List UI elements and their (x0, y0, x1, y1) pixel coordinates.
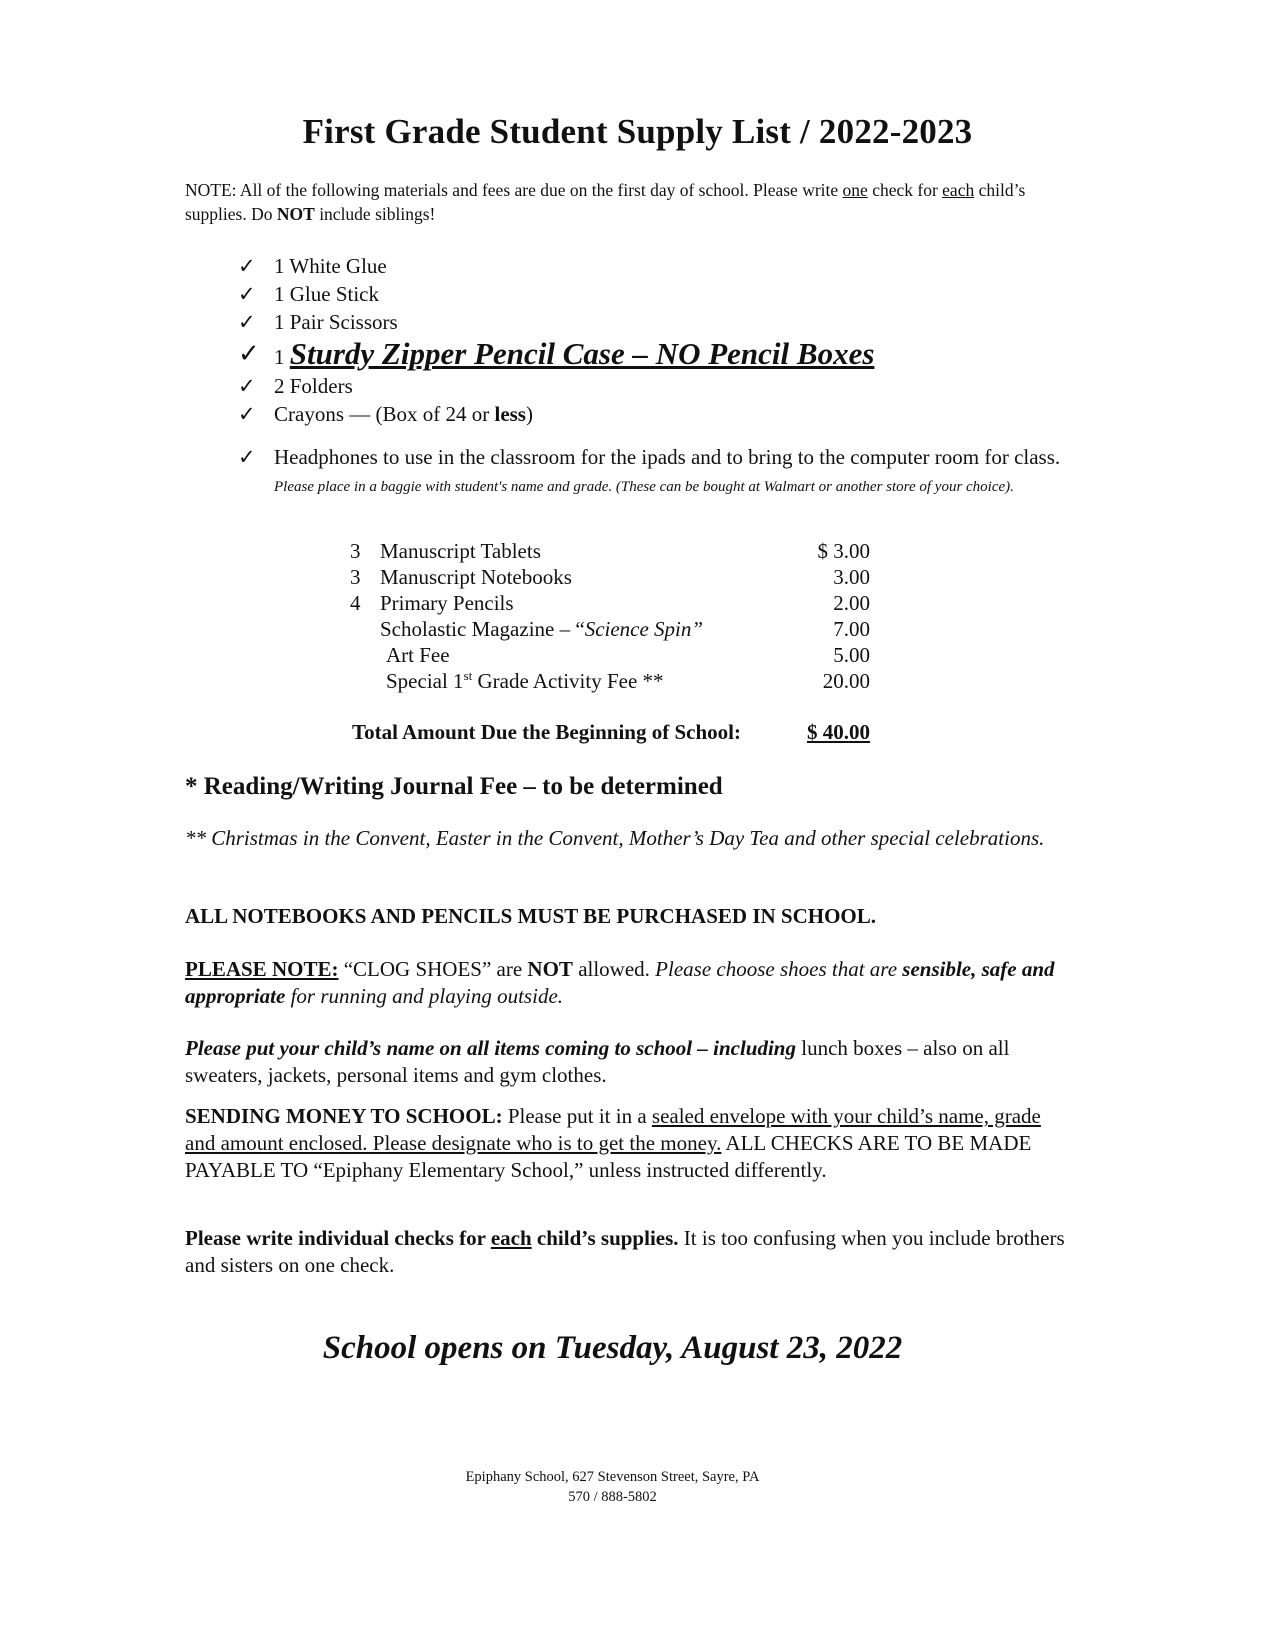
reading-fee: * Reading/Writing Journal Fee – to be determined (185, 773, 723, 800)
headphones-note: Please place in a baggie with student's name and grade. (These can be bought at Walmart or another store of your choice). (274, 479, 1014, 495)
shoes-text-f: for running and playing outside. (285, 984, 564, 1008)
note-text-e: child’s supplies. Do (185, 180, 1026, 224)
headphones-text (274, 444, 1064, 498)
checkmark-icon: ✓ (238, 282, 256, 306)
checkmark-icon: ✓ (238, 402, 256, 426)
headphones-main: Headphones to use in the classroom for the ipads and to bring to the computer room for class. (274, 445, 1061, 469)
pencil-case-qty: 1 (274, 345, 285, 369)
shoes-note (185, 956, 1065, 1010)
fee-name: Primary Pencils (380, 591, 514, 615)
names-note (185, 1035, 1065, 1089)
money-text-b: sealed envelope with your child’s name, grade and amount enclosed. Please designate who is to get the money. (185, 1104, 1041, 1155)
note-text-g: include siblings! (314, 204, 436, 224)
money-label: SENDING MONEY TO SCHOOL: (185, 1104, 503, 1128)
checks-text-a: Please write individual checks for (185, 1226, 491, 1250)
fees-table (350, 538, 870, 694)
fee-name: Manuscript Tablets (380, 539, 541, 563)
fee-amount: 2.00 (833, 591, 870, 615)
shoes-text-e: sensible, safe and appropriate (185, 957, 1055, 1008)
fee-amount: 3.00 (833, 565, 870, 589)
checks-text-c: child’s supplies. (531, 1226, 679, 1250)
checkmark-icon: ✓ (238, 445, 256, 469)
note-each: each (942, 180, 975, 200)
supply-item-pencil-case (274, 336, 874, 375)
money-note (185, 1103, 1065, 1184)
total-label: Total Amount Due the Beginning of School: (352, 720, 741, 744)
money-text-a: Please put it in a (502, 1104, 652, 1128)
celebrations-note: ** Christmas in the Convent, Easter in the Convent, Mother’s Day Tea and other special celebrations. (185, 826, 1045, 850)
magazine-name: Scholastic Magazine – “ (380, 617, 585, 641)
shoes-not: NOT (527, 957, 573, 981)
table-row (350, 564, 870, 590)
total-amount: $ 40.00 (807, 720, 870, 744)
shoes-text-a: “CLOG SHOES” are (338, 957, 528, 981)
table-row (350, 590, 870, 616)
total-row (352, 720, 870, 745)
checks-note (185, 1225, 1065, 1279)
note-text-a: NOTE: All of the following materials and fees are due on the first day of school. Please write (185, 180, 843, 200)
fee-qty: 4 (350, 591, 361, 615)
shoes-label: PLEASE NOTE: (185, 957, 339, 981)
crayons-close: ) (525, 402, 533, 426)
table-row (350, 642, 870, 668)
magazine-title: Science Spin” (584, 617, 704, 641)
shoes-text-c: allowed. (572, 957, 656, 981)
footer (0, 1467, 1225, 1507)
pencil-case-label: Sturdy Zipper Pencil Case – NO Pencil Boxes (289, 336, 875, 371)
supply-item: 1 White Glue (274, 254, 387, 278)
names-text-a: Please put your child’s name on all items coming to school – including (185, 1036, 796, 1060)
page-title: First Grade Student Supply List / 2022-2023 (302, 112, 973, 151)
note-text-c: check for (867, 180, 943, 200)
checkmark-icon: ✓ (238, 374, 256, 398)
table-row (350, 538, 870, 564)
table-row (350, 616, 870, 642)
checks-text-d: It is too confusing when you include brothers and sisters on one check. (185, 1226, 1065, 1277)
shoes-text-d: Please choose shoes that are (655, 957, 903, 981)
note-paragraph (185, 178, 1085, 226)
note-not: NOT (276, 204, 315, 224)
supply-item-crayons (274, 400, 533, 428)
names-text-b: lunch boxes – also on all sweaters, jackets, personal items and gym clothes. (185, 1036, 1010, 1087)
crayons-text: Crayons — (Box of 24 or (274, 402, 495, 426)
fee-qty: 3 (350, 565, 361, 589)
crayons-less: less (494, 402, 526, 426)
supply-item: 1 Pair Scissors (274, 310, 398, 334)
activity-fee-b: Grade Activity Fee ** (472, 669, 664, 693)
fee-name: Art Fee (386, 643, 450, 667)
fee-name (380, 616, 703, 642)
checkmark-icon: ✓ (238, 339, 260, 368)
fee-amount: $ 3.00 (817, 539, 870, 563)
activity-fee-a: Special 1 (386, 669, 464, 693)
note-one: one (842, 180, 868, 200)
notebooks-rule: ALL NOTEBOOKS AND PENCILS MUST BE PURCHASED IN SCHOOL. (185, 904, 877, 928)
activity-fee-sup: st (463, 668, 473, 683)
checkmark-icon: ✓ (238, 310, 256, 334)
fee-amount: 20.00 (822, 669, 870, 693)
fee-name (386, 668, 664, 694)
supply-item: 2 Folders (274, 374, 353, 398)
money-text-c: ALL CHECKS ARE TO BE MADE PAYABLE TO “Epiphany Elementary School,” unless instructed differently. (185, 1131, 1032, 1182)
fee-name: Manuscript Notebooks (380, 565, 572, 589)
checkmark-icon: ✓ (238, 254, 256, 278)
table-row (350, 668, 870, 694)
school-opens: School opens on Tuesday, August 23, 2022 (322, 1330, 903, 1366)
fee-qty: 3 (350, 539, 361, 563)
supply-item: 1 Glue Stick (274, 282, 379, 306)
fee-amount: 5.00 (833, 643, 870, 667)
footer-phone: 570 / 888-5802 (568, 1489, 657, 1505)
fee-amount: 7.00 (833, 617, 870, 641)
checks-each: each (490, 1226, 532, 1250)
footer-address: Epiphany School, 627 Stevenson Street, Sayre, PA (465, 1469, 760, 1485)
